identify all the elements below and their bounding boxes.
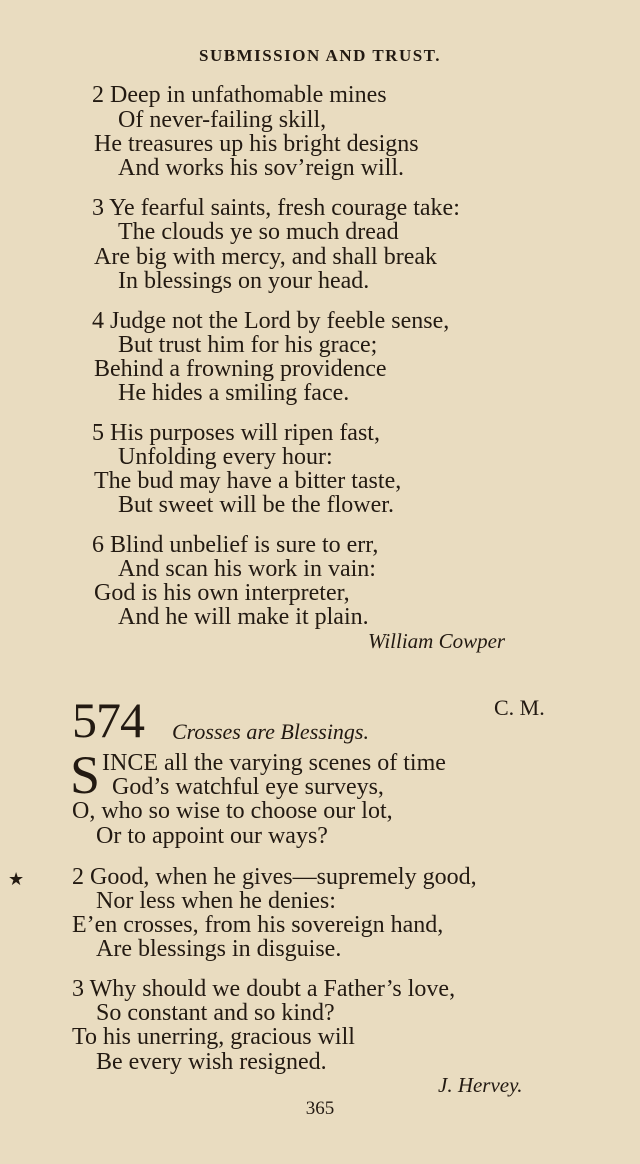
verse-line: 3 Ye fearful saints, fresh courage take: bbox=[92, 195, 460, 221]
verse-line: Are blessings in disguise. bbox=[96, 936, 342, 962]
verse-line: 4 Judge not the Lord by feeble sense, bbox=[92, 308, 450, 334]
verse-line: Be every wish resigned. bbox=[96, 1049, 327, 1075]
author-credit: J. Hervey. bbox=[438, 1073, 523, 1097]
verse-line: So constant and so kind? bbox=[96, 1000, 335, 1026]
verse-line: 6 Blind unbelief is sure to err, bbox=[92, 532, 379, 558]
author-credit: William Cowper bbox=[368, 629, 506, 653]
verse-line: Or to appoint our ways? bbox=[96, 823, 328, 849]
verse-line: He treasures up his bright designs bbox=[94, 131, 419, 157]
hymn-number: 574 bbox=[72, 692, 144, 748]
verse-line: To his unerring, gracious will bbox=[72, 1024, 355, 1050]
verse-line: Behind a frowning providence bbox=[94, 356, 387, 382]
verse-line: Nor less when he denies: bbox=[96, 888, 336, 914]
margin-mark: ★ bbox=[8, 869, 25, 889]
verse-line: Unfolding every hour: bbox=[118, 444, 333, 470]
verse-line: God’s watchful eye surveys, bbox=[112, 774, 384, 800]
verse-line: O, who so wise to choose our lot, bbox=[72, 798, 393, 824]
verse-line: And he will make it plain. bbox=[118, 604, 369, 630]
verse-line: 2 Good, when he gives—supremely good, bbox=[72, 864, 477, 890]
verse-line: 3 Why should we doubt a Father’s love, bbox=[72, 976, 456, 1002]
verse-line: 5 His purposes will ripen fast, bbox=[92, 420, 380, 446]
verse-line: He hides a smiling face. bbox=[118, 380, 350, 406]
hymn-title: Crosses are Blessings. bbox=[172, 719, 369, 744]
verse-line: In blessings on your head. bbox=[118, 268, 370, 294]
verse-line: The clouds ye so much dread bbox=[118, 219, 399, 245]
verse-line: The bud may have a bitter taste, bbox=[94, 468, 402, 494]
verse-line: And works his sov’reign will. bbox=[118, 155, 404, 181]
hymn-meter: C. M. bbox=[494, 695, 545, 720]
drop-cap: S bbox=[70, 745, 101, 805]
verse-line: And scan his work in vain: bbox=[118, 556, 376, 582]
verse-line: But sweet will be the flower. bbox=[118, 492, 394, 518]
verse-line: But trust him for his grace; bbox=[118, 332, 378, 358]
verse-line: Are big with mercy, and shall break bbox=[94, 244, 437, 270]
verse-line: E’en crosses, from his sovereign hand, bbox=[72, 912, 444, 938]
verse-line: 2 Deep in unfathomable mines bbox=[92, 82, 387, 108]
running-head: SUBMISSION AND TRUST. bbox=[198, 46, 442, 65]
page-number: 365 bbox=[305, 1098, 335, 1119]
verse-line: Of never-failing skill, bbox=[118, 107, 327, 133]
verse-line: God is his own interpreter, bbox=[94, 580, 350, 606]
verse-line: INCE all the varying scenes of time bbox=[102, 750, 446, 776]
